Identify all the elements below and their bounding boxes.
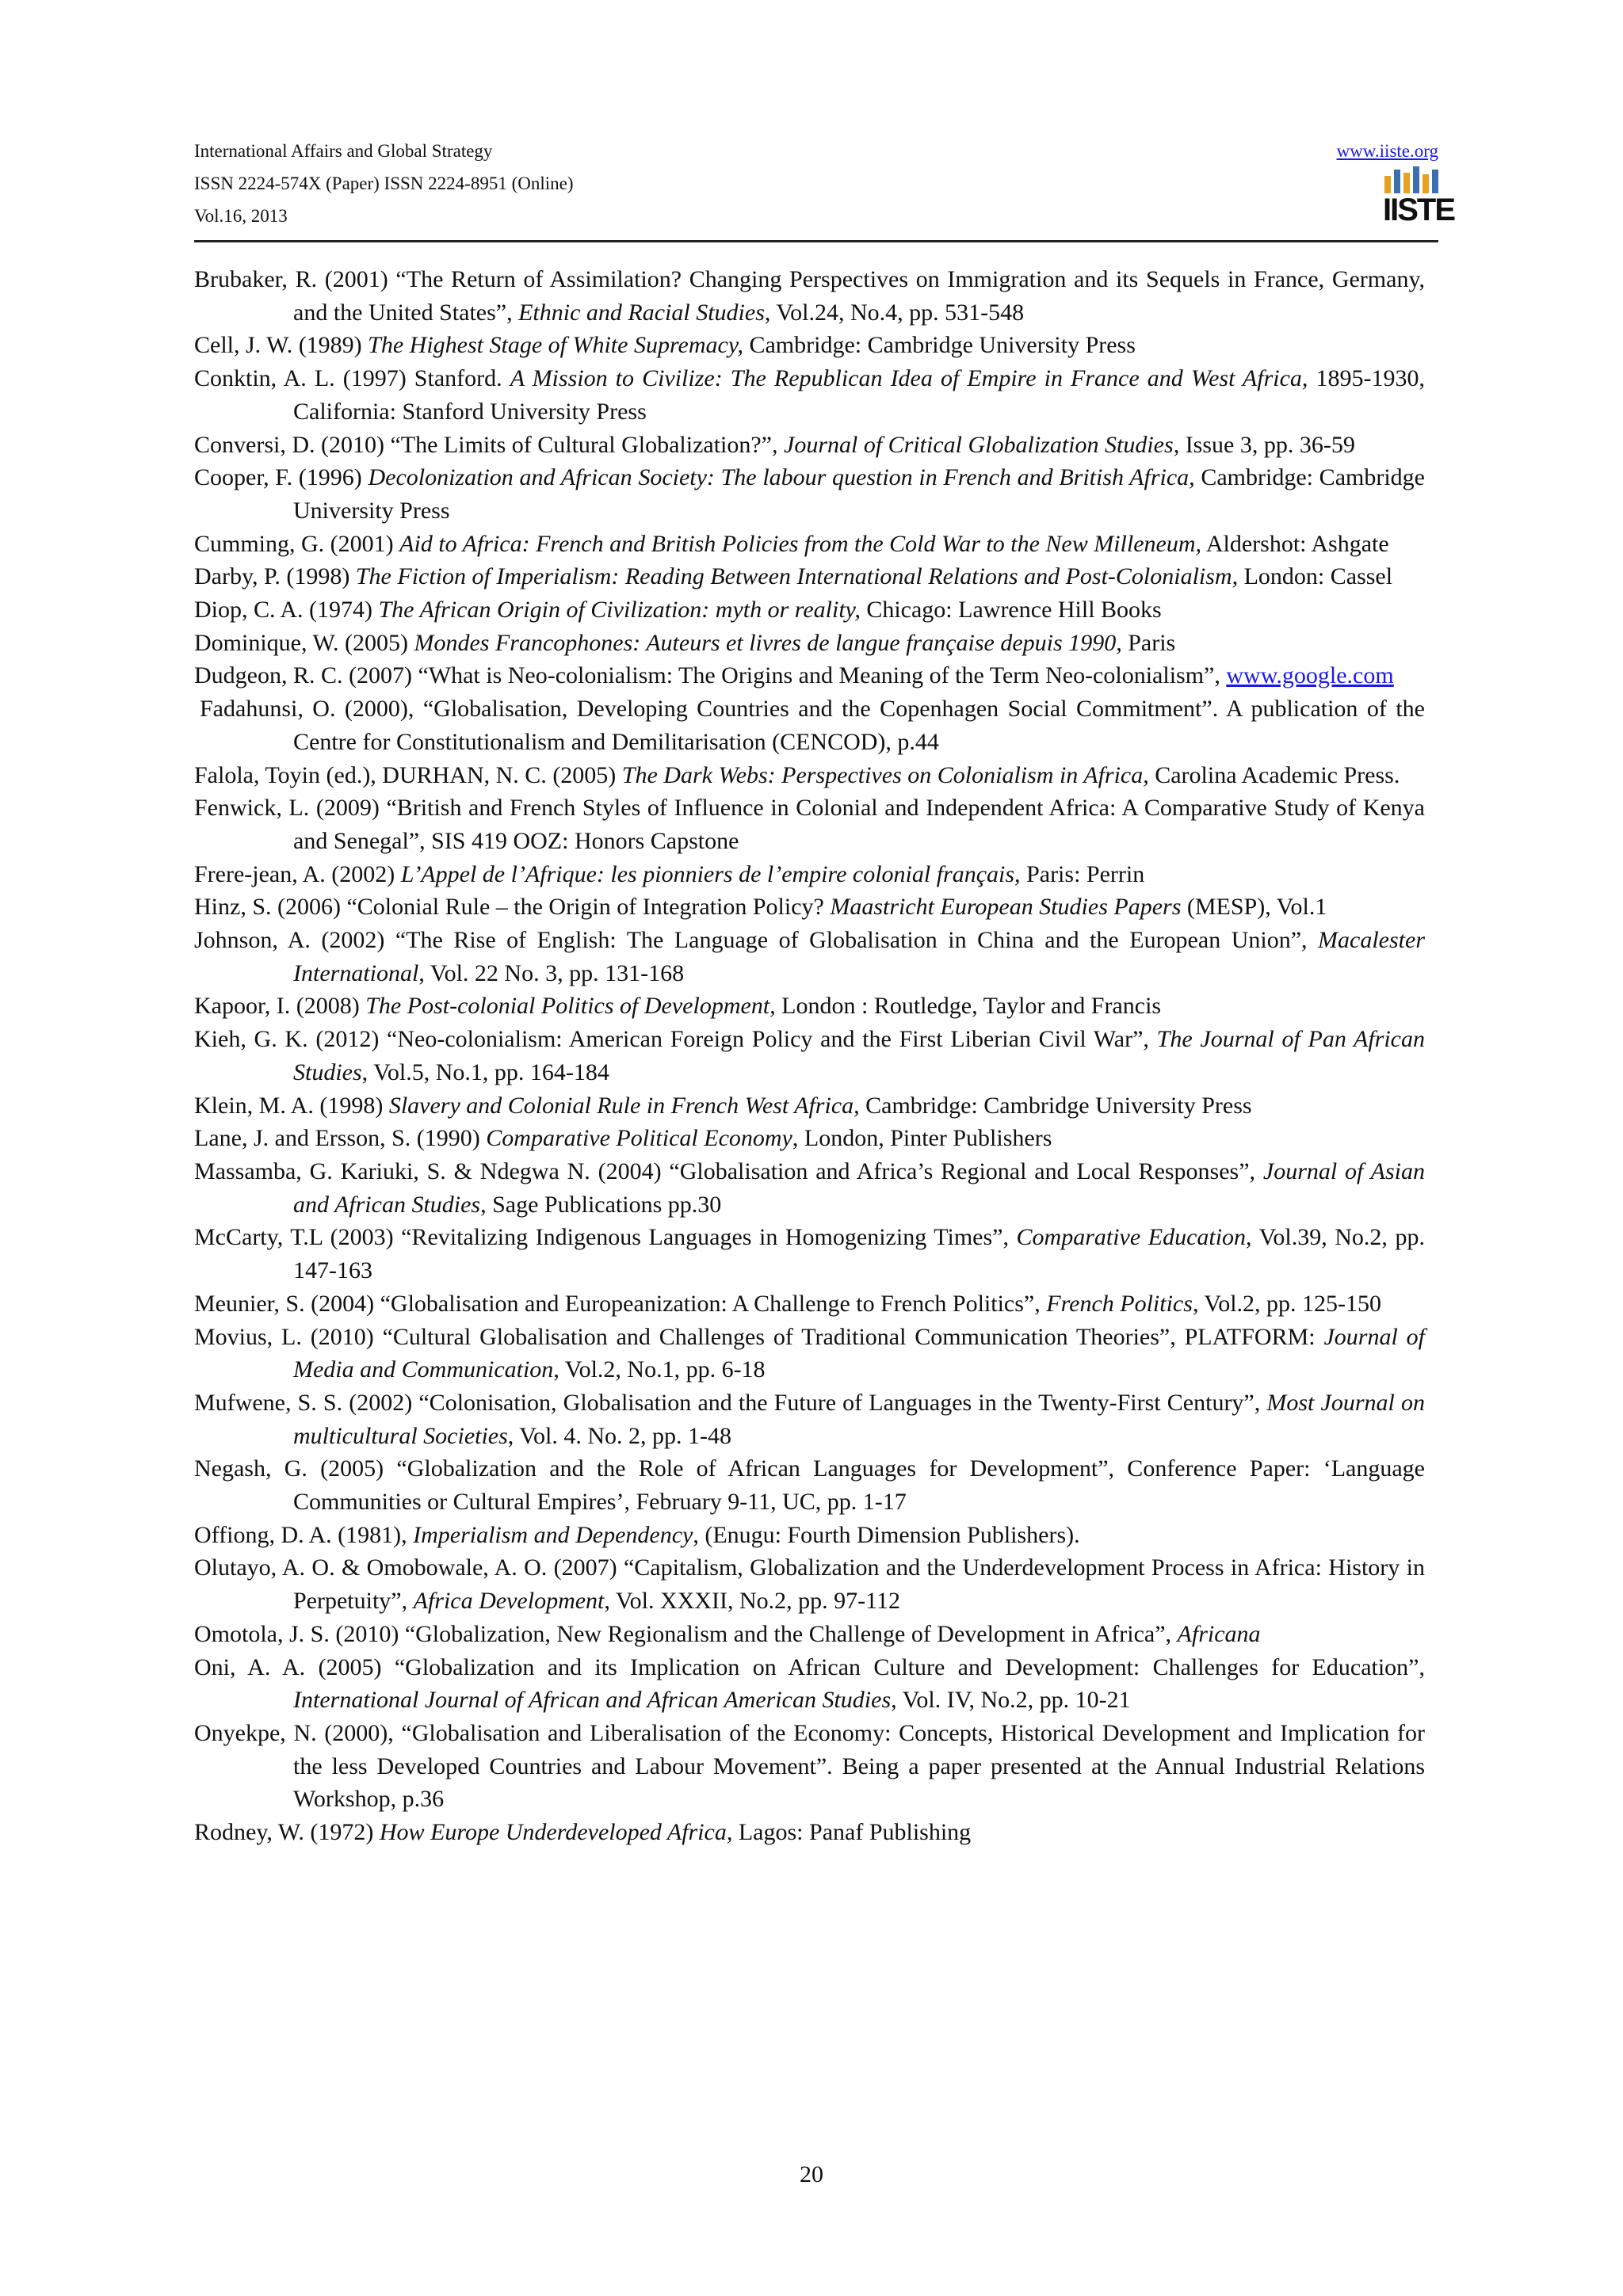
reference-text: London : Routledge, Taylor and Francis: [775, 993, 1162, 1020]
reference-text: (MESP), Vol.1: [1181, 894, 1327, 921]
reference-text: , Sage Publications pp.30: [480, 1191, 722, 1218]
reference-text: Darby, P. (1998): [194, 563, 356, 590]
reference-text: Chicago: Lawrence Hill Books: [860, 597, 1162, 624]
reference-title: A Mission to Civilize: The Republican Idea of Empire in France and West Africa,: [510, 365, 1308, 392]
reference-title: L’Appel de l’Afrique: les pionniers de l’empire colonial français,: [400, 860, 1021, 887]
reference-title: How Europe Underdeveloped Africa,: [379, 1819, 733, 1846]
reference-text: Movius, L. (2010) “Cultural Globalisation and Challenges of Traditional Communication Theories”, PLATFORM:: [194, 1323, 1324, 1350]
reference-text: Kapoor, I. (2008): [194, 993, 366, 1020]
reference-entry: [194, 329, 1425, 362]
reference-title: The Post-colonial Politics of Development,: [365, 993, 776, 1020]
reference-entry: [194, 1816, 1425, 1849]
volume-line: Vol.16, 2013: [194, 206, 288, 226]
reference-text: Offiong, D. A. (1981),: [194, 1521, 414, 1548]
reference-title: Journal of Media and Communication: [293, 1323, 1425, 1383]
reference-entry: [194, 1651, 1425, 1717]
reference-entry: [194, 990, 1425, 1023]
reference-title: Comparative Political Economy: [486, 1125, 792, 1152]
reference-text: Paris: [1121, 629, 1176, 656]
reference-entry: [194, 627, 1425, 660]
reference-title: The Dark Webs: Perspectives on Colonialism in Africa,: [621, 761, 1149, 788]
reference-entry: [194, 692, 1425, 758]
reference-text: Hinz, S. (2006) “Colonial Rule – the Origin of Integration Policy?: [194, 894, 831, 921]
reference-entry: [194, 560, 1425, 593]
reference-title: Imperialism and Dependency: [413, 1521, 693, 1548]
reference-text: Lane, J. and Ersson, S. (1990): [194, 1125, 487, 1152]
reference-text: Negash, G. (2005) “Globalization and the Role of African Languages for Development”, Conference Paper: ‘Language Communities or Cultural Empires’, February 9-11, UC, pp. 1-17: [194, 1455, 1425, 1516]
reference-title: Aid to Africa: French and British Policies from the Cold War to the New Milleneum,: [399, 530, 1202, 557]
publisher-info: [1337, 135, 1438, 167]
reference-entry: [194, 1287, 1425, 1321]
reference-text: Mufwene, S. S. (2002) “Colonisation, Globalisation and the Future of Languages in the Twenty-First Century”,: [194, 1389, 1267, 1416]
reference-entry: [194, 858, 1425, 891]
running-header: [194, 135, 1455, 242]
reference-title: The Fiction of Imperialism: Reading Between International Relations and Post-Colonialism,: [355, 563, 1239, 590]
reference-title: Africa Development: [413, 1588, 605, 1615]
reference-entry: [194, 263, 1425, 329]
reference-text: , Vol. 4. No. 2, pp. 1-48: [507, 1422, 732, 1449]
reference-text: Kieh, G. K. (2012) “Neo-colonialism: American Foreign Policy and the First Liberian Civil War”,: [194, 1026, 1157, 1053]
logo-bar: [1403, 173, 1410, 193]
reference-entry: [194, 593, 1425, 627]
reference-text: Fadahunsi, O. (2000), “Globalisation, Developing Countries and the Copenhagen Social Commitment”. A publication of the Centre for Constitutionalism and Demilitarisation (CENCOD), p.44: [200, 696, 1425, 755]
reference-entry: [194, 1089, 1425, 1123]
issn-line: ISSN 2224-574X (Paper) ISSN 2224-8951 (Online): [194, 174, 574, 193]
reference-title: Slavery and Colonial Rule in French West Africa,: [388, 1092, 860, 1119]
reference-title: The African Origin of Civilization: myth or reality,: [378, 597, 861, 624]
reference-text: Onyekpe, N. (2000), “Globalisation and Liberalisation of the Economy: Concepts, Historical Development and Implication for the less Developed Countries and Labour Movement”. Being a paper presented at the Annual Industrial Relations Workshop, p.36: [194, 1719, 1425, 1813]
reference-title: Macalester International: [293, 927, 1425, 986]
reference-text: Dominique, W. (2005): [194, 629, 414, 656]
reference-title: Journal of Asian and African Studies: [293, 1158, 1425, 1218]
reference-text: , Vol.24, No.4, pp. 531-548: [764, 299, 1025, 326]
iiste-logo: [1383, 166, 1455, 231]
reference-title: Mondes Francophones: Auteurs et livres de langue française depuis 1990,: [414, 629, 1122, 656]
reference-title: Journal of Critical Globalization Studies: [784, 431, 1174, 458]
reference-title: Comparative Education,: [1016, 1224, 1252, 1251]
logo-bar: [1413, 166, 1419, 193]
reference-text: Johnson, A. (2002) “The Rise of English: The Language of Globalisation in China and the European Union”,: [194, 927, 1319, 954]
logo-bars-icon: [1383, 166, 1438, 193]
reference-text: , Vol. 22 No. 3, pp. 131-168: [418, 959, 685, 986]
reference-text: Aldershot: Ashgate: [1201, 530, 1389, 557]
reference-entry: [194, 1519, 1425, 1552]
reference-entry: [194, 659, 1425, 692]
reference-entry: [194, 1618, 1425, 1651]
reference-entry: [194, 1717, 1425, 1816]
reference-title: Ethnic and Racial Studies: [518, 299, 765, 326]
reference-text: Lagos: Panaf Publishing: [732, 1819, 972, 1846]
reference-text: Vol.39, No.2, pp. 147-163: [293, 1224, 1425, 1284]
reference-text: Frere-jean, A. (2002): [194, 860, 401, 887]
reference-text: Rodney, W. (1972): [194, 1819, 380, 1846]
reference-text: Olutayo, A. O. & Omobowale, A. O. (2007) “Capitalism, Globalization and the Underdevelopment Process in Africa: History in Perpetuity”,: [194, 1554, 1425, 1615]
reference-text: Cambridge: Cambridge University Press: [743, 332, 1136, 359]
reference-entry: [194, 791, 1425, 857]
reference-list: [194, 263, 1425, 1849]
page-number: 20: [800, 2161, 823, 2187]
reference-entry: [194, 1023, 1425, 1089]
reference-entry: [194, 1321, 1425, 1386]
reference-title: French Politics: [1046, 1290, 1193, 1317]
reference-text: Paris: Perrin: [1020, 860, 1145, 887]
reference-text: , Vol. XXXII, No.2, pp. 97-112: [604, 1588, 900, 1615]
journal-info: [194, 135, 574, 232]
logo-bar: [1423, 174, 1429, 193]
reference-text: , Vol.2, No.1, pp. 6-18: [553, 1356, 766, 1383]
reference-title: Africana: [1177, 1620, 1261, 1647]
reference-entry: [194, 1452, 1425, 1518]
reference-link[interactable]: www.google.com: [1226, 662, 1394, 689]
reference-text: Cell, J. W. (1989): [194, 332, 369, 359]
reference-entry: [194, 362, 1425, 428]
logo-text: IISTE: [1383, 193, 1455, 227]
reference-text: , Vol.2, pp. 125-150: [1192, 1290, 1382, 1317]
reference-entry: [194, 1551, 1425, 1617]
reference-text: , Issue 3, pp. 36-59: [1173, 431, 1355, 458]
reference-text: Oni, A. A. (2005) “Globalization and its Implication on African Culture and Development: Challenges for Education”,: [194, 1653, 1425, 1680]
logo-bar: [1394, 170, 1400, 193]
reference-text: McCarty, T.L (2003) “Revitalizing Indigenous Languages in Homogenizing Times”,: [194, 1224, 1017, 1251]
reference-entry: [194, 461, 1425, 527]
reference-entry: [194, 528, 1425, 561]
reference-text: , Vol.5, No.1, pp. 164-184: [361, 1058, 609, 1085]
reference-title: Maastricht European Studies Papers: [830, 894, 1182, 921]
reference-entry: [194, 1155, 1425, 1221]
reference-text: , (Enugu: Fourth Dimension Publishers).: [693, 1521, 1080, 1548]
reference-entry: [194, 1221, 1425, 1287]
reference-entry: [194, 759, 1425, 792]
reference-text: Cambridge: Cambridge University Press: [859, 1092, 1252, 1119]
logo-bar: [1432, 170, 1438, 193]
reference-entry: [194, 891, 1425, 924]
reference-entry: [194, 1122, 1425, 1155]
reference-text: Carolina Academic Press.: [1148, 761, 1400, 788]
reference-text: Conktin, A. L. (1997) Stanford.: [194, 365, 510, 392]
logo-bar: [1384, 176, 1391, 193]
reference-title: Most Journal on multicultural Societies: [293, 1389, 1425, 1449]
reference-text: Cooper, F. (1996): [194, 464, 369, 491]
reference-text: Cambridge: Cambridge University Press: [293, 464, 1425, 524]
reference-entry: [194, 924, 1425, 990]
reference-text: Fenwick, L. (2009) “British and French Styles of Influence in Colonial and Independent Africa: A Comparative Study of Kenya and Senegal”, SIS 419 OOZ: Honors Capstone: [194, 795, 1425, 854]
reference-title: The Journal of Pan African Studies: [293, 1026, 1425, 1085]
reference-text: , London, Pinter Publishers: [792, 1125, 1052, 1152]
reference-text: Brubaker, R. (2001) “The Return of Assimilation? Changing Perspectives on Immigration and its Sequels in France, Germany, and the United States”,: [194, 266, 1425, 326]
reference-title: The Highest Stage of White Supremacy,: [368, 332, 743, 359]
website-link[interactable]: www.iiste.org: [1336, 141, 1438, 161]
journal-title: International Affairs and Global Strategy: [194, 141, 493, 161]
reference-title: Decolonization and African Society: The labour question in French and British Africa,: [368, 464, 1195, 491]
reference-text: Klein, M. A. (1998): [194, 1092, 389, 1119]
reference-text: Omotola, J. S. (2010) “Globalization, New Regionalism and the Challenge of Development in Africa”,: [194, 1620, 1178, 1647]
reference-text: London: Cassel: [1238, 563, 1393, 590]
reference-entry: [194, 1386, 1425, 1452]
reference-entry: [194, 429, 1425, 462]
reference-text: Cumming, G. (2001): [194, 530, 400, 557]
reference-text: Meunier, S. (2004) “Globalisation and Europeanization: A Challenge to French Politics”,: [194, 1290, 1047, 1317]
reference-text: Falola, Toyin (ed.), DURHAN, N. C. (2005): [194, 761, 622, 788]
reference-title: International Journal of African and African American Studies: [293, 1687, 892, 1714]
reference-text: Conversi, D. (2010) “The Limits of Cultural Globalization?”,: [194, 431, 784, 458]
reference-text: Dudgeon, R. C. (2007) “What is Neo-colonialism: The Origins and Meaning of the Term Neo-colonialism”,: [194, 662, 1227, 689]
reference-text: Massamba, G. Kariuki, S. & Ndegwa N. (2004) “Globalisation and Africa’s Regional and Local Responses”,: [194, 1158, 1263, 1184]
reference-text: Diop, C. A. (1974): [194, 597, 379, 624]
reference-text: , Vol. IV, No.2, pp. 10-21: [891, 1687, 1131, 1714]
reference-text: 1895-1930, California: Stanford University Press: [293, 365, 1425, 425]
